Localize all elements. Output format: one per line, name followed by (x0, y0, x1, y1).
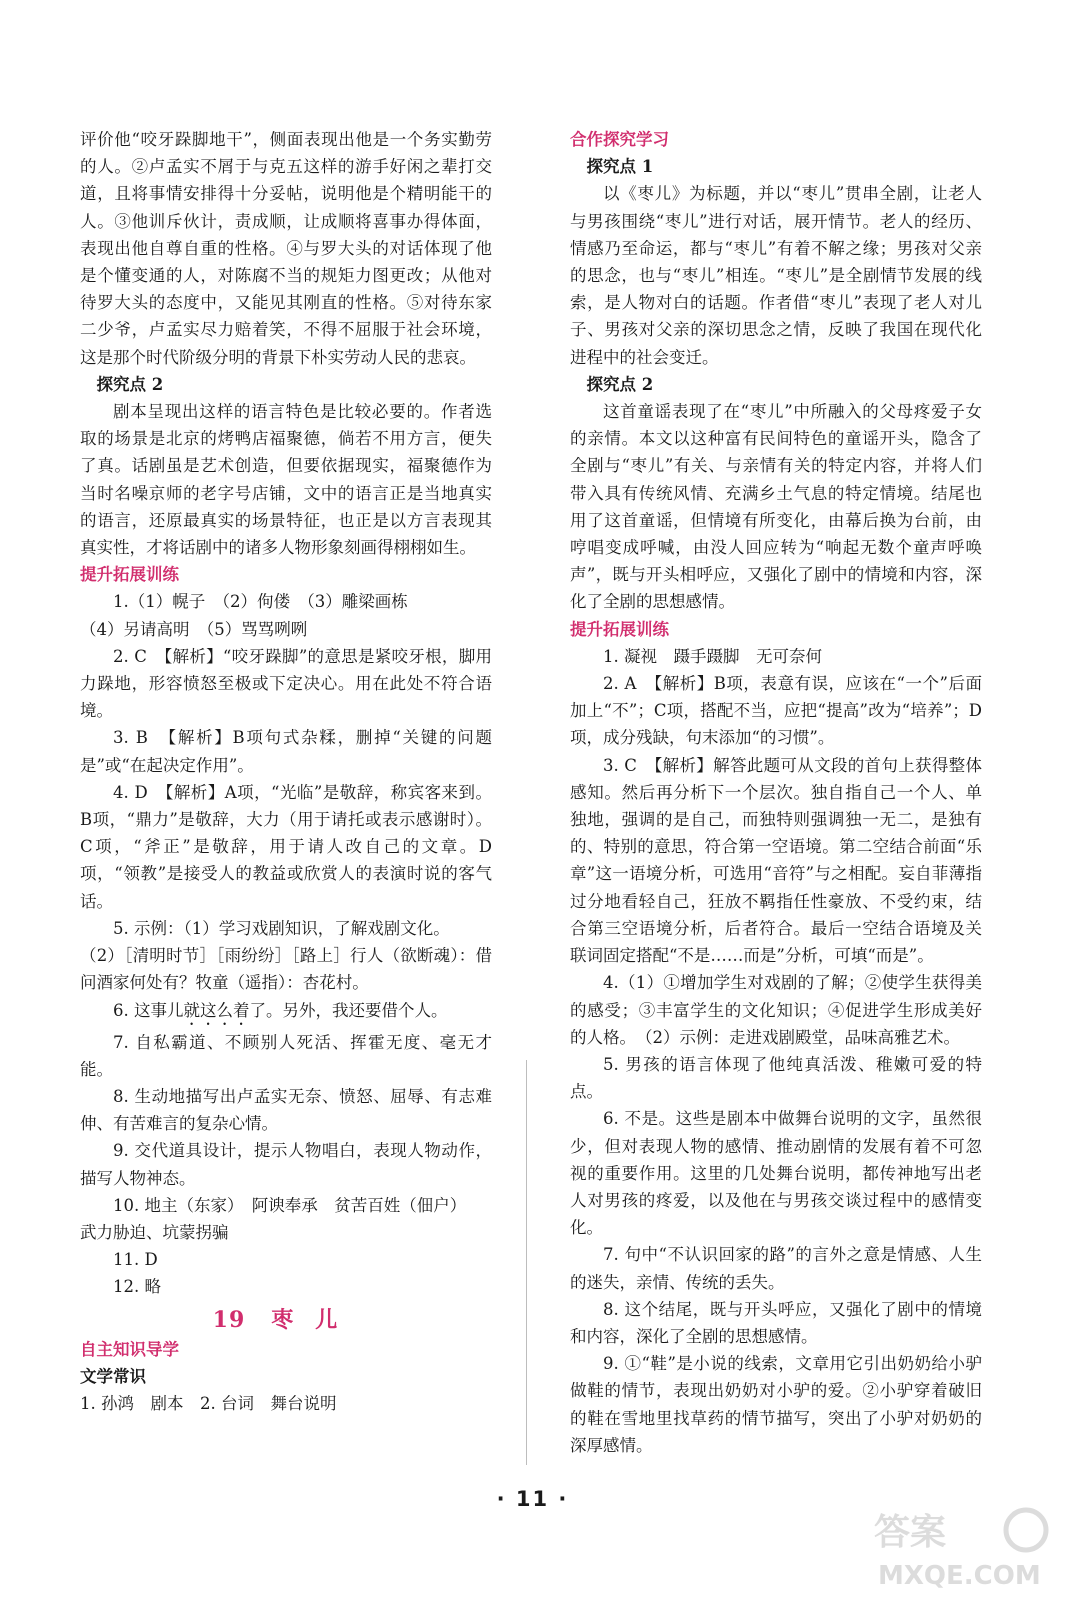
answer-11: 11. D (113, 1250, 158, 1270)
answer-2: 2. A 【解析】B项，表意有误，应该在“一个”后面加上“不”；C项，搭配不当，应把“提高”改为“培养”；D项，成分残缺，句末添加“的习惯”。 (570, 674, 982, 748)
watermark-logo (870, 1500, 1050, 1592)
answer-6: 6. 不是。这些是剧本中做舞台说明的文字，虽然很少，但对表现人物的感情、推动剧情的发展有着不可忽视的重要作用。这里的几处舞台说明，都传神地写出老人对男孩的疼爱，以及他在与男孩交谈过程中的感情变化。 (570, 1109, 982, 1238)
paragraph: 剧本呈现出这样的语言特色是比较必要的。作者选取的场景是北京的烤鸭店福聚德，倘若不用方言，便失了真。话剧虽是艺术创造，但要依据现实，福聚德作为当时名噪京师的老字号店铺，文中的语言正是当地真实的语言，还原最真实的场景特征，也正是以方言表现其真实性，才将话剧中的诸多人物形象刻画得栩栩如生。 (80, 402, 492, 558)
answer-6-pre: 6. 这事儿 (113, 1000, 184, 1020)
section-heading-tisheng: 提升拓展训练 (80, 565, 179, 585)
watermark-logo-text: 答案 (874, 1512, 947, 1553)
answer-1: 1.（1）幌子 （2）佝偻 （3）雕梁画栋 (113, 592, 408, 612)
answer-1-cont: （4）另请高明 （5）骂骂咧咧 (80, 619, 308, 639)
answer-2: 2. C 【解析】“咬牙跺脚”的意思是紧咬牙根，脚用力跺地，形容愤怒至极或下定决心。用在此处不符合语境。 (80, 646, 492, 721)
answer-4: 4.（1）①增加学生对戏剧的了解；②使学生获得美的感受；③丰富学生的文化知识；④促进学生形成美好的人格。 （2）示例：走进戏剧殿堂，品味高雅艺术。 (570, 973, 982, 1047)
section-heading-zizhu: 自主知识导学 (80, 1339, 179, 1359)
watermark-ring-icon (1006, 1510, 1046, 1550)
answer-6 (80, 997, 492, 1029)
section-heading-tisheng: 提升拓展训练 (570, 619, 669, 639)
answer-1: 1. 凝视 蹑手蹑脚 无可奈何 (603, 646, 822, 666)
answer-12: 12. 略 (113, 1277, 161, 1297)
chapter-number: 19 (212, 1306, 246, 1333)
answer-10-cont: 武力胁迫、坑蒙拐骗 (80, 1222, 229, 1242)
watermark-url: MXQE.COM (878, 1561, 1041, 1591)
answer-7: 7. 自私霸道、不顾别人死活、挥霍无度、毫无才能。 (80, 1032, 492, 1079)
answer-wenxue: 1. 孙鸿 剧本 2. 台词 舞台说明 (80, 1394, 337, 1414)
section-heading-hezuo: 合作探究学习 (570, 130, 669, 149)
answer-7: 7. 句中“不认识回家的路”的言外之意是情感、人生的迷失，亲情、传统的丢失。 (570, 1245, 982, 1292)
paragraph: 评价他“咬牙跺脚地干”，侧面表现出他是一个务实勤劳的人。②卢孟实不屑于与克五这样的游手好闲之辈打交道，且将事情安排得十分妥帖，说明他是个精明能干的人。③他训斥伙计，责成顺，让成顺将喜事办得体面，表现出他自尊自重的性格。④与罗大头的对话体现了他是个懂变通的人，对陈腐不当的规矩力图更改；从他对待罗大头的态度中，又能见其刚直的性格。⑤对待东家二少爷，卢孟实尽力赔着笑，不得不屈服于社会环境，这是那个时代阶级分明的背景下朴实劳动人民的悲哀。 (80, 130, 492, 367)
answer-8: 8. 这个结尾，既与开头呼应，又强化了剧中的情境和内容，深化了全剧的思想感情。 (570, 1299, 982, 1346)
page-number: · 11 · (496, 1487, 569, 1511)
answer-6-post: 了。另外，我还要借个人。 (249, 1000, 448, 1020)
answer-3: 3. B 【解析】B项句式杂糅，删掉“关键的问题是”或“在起决定作用”。 (80, 728, 492, 775)
subheading-tanjiu-1: 探究点 1 (586, 157, 654, 177)
subheading-tanjiu-2: 探究点 2 (96, 374, 164, 394)
chapter-name: 枣儿 (271, 1306, 360, 1333)
answer-4: 4. D 【解析】A项，“光临”是敬辞，称宾客来到。B项，“鼎力”是敬辞，大力（用于请托或表示感谢时）。C项，“斧正”是敬辞，用于请人改自己的文章。D项，“领教”是接受人的教益或欣赏人的表演时说的客气话。 (80, 782, 492, 911)
answer-6-emphasis: 就这么着 (183, 1000, 250, 1020)
column-divider (526, 1060, 527, 1465)
answer-5-cont: （2）［清明时节］［雨纷纷］［路上］行人（欲断魂）：借问酒家何处有？牧童（遥指）：杏花村。 (80, 946, 492, 993)
answer-10: 10. 地主（东家） 阿谀奉承 贫苦百姓（佃户） (113, 1195, 467, 1215)
right-column (570, 126, 982, 1459)
left-column (80, 126, 492, 1417)
answer-5: 5. 示例：（1）学习戏剧知识，了解戏剧文化。 (113, 918, 450, 938)
paragraph: 这首童谣表现了在“枣儿”中所融入的父母疼爱子女的亲情。本文以这种富有民间特色的童谣开头，隐含了全剧与“枣儿”有关、与亲情有关的特定内容，并将人们带入具有传统风情、充满乡土气息的特定情境。结尾也用了这首童谣，但情境有所变化，由幕后换为台前，由哼唱变成呼喊，由没人回应转为“响起无数个童声呼唤声”，既与开头相呼应，又强化了剧中的情境和内容，深化了全剧的思想感情。 (570, 402, 982, 612)
answer-5: 5. 男孩的语言体现了他纯真活泼、稚嫩可爱的特点。 (570, 1054, 982, 1102)
chapter-title (80, 1307, 492, 1334)
paragraph: 以《枣儿》为标题，并以“枣儿”贯串全剧，让老人与男孩围绕“枣儿”进行对话，展开情节。老人的经历、情感乃至命运，都与“枣儿”有着不解之缘；男孩对父亲的思念，也与“枣儿”相连。“枣儿”是全剧情节发展的线索，是人物对白的话题。作者借“枣儿”表现了老人对儿子、男孩对父亲的深切思念之情，反映了我国在现代化进程中的社会变迁。 (570, 184, 982, 367)
subheading-wenxue: 文学常识 (80, 1366, 146, 1386)
answer-9: 9. ①“鞋”是小说的线索，文章用它引出奶奶给小驴做鞋的情节，表现出奶奶对小驴的爱。②小驴穿着破旧的鞋在雪地里找草药的情节描写，突出了小驴对奶奶的深厚感情。 (570, 1354, 982, 1455)
answer-3: 3. C 【解析】解答此题可从文段的首句上获得整体感知。然后再分析下一个层次。独自指自己一个人、单独地，强调的是自己，而独特则强调独一无二，是独有的、特别的意思，符合第一空语境。第二空结合前面“乐章”这一语境分析，可选用“音符”与之相配。妄自菲薄指过分地看轻自己，狂放不羁指任性豪放、不受约束，结合第三空语境分析，后者符合。最后一空结合语境及关联词固定搭配“不是……而是”分析，可填“而是”。 (570, 755, 982, 966)
subheading-tanjiu-2: 探究点 2 (586, 374, 654, 394)
answer-9: 9. 交代道具设计，提示人物唱白，表现人物动作，描写人物神态。 (80, 1141, 492, 1188)
answer-8: 8. 生动地描写出卢孟实无奈、愤怒、屈辱、有志难伸、有苦难言的复杂心情。 (80, 1086, 492, 1134)
